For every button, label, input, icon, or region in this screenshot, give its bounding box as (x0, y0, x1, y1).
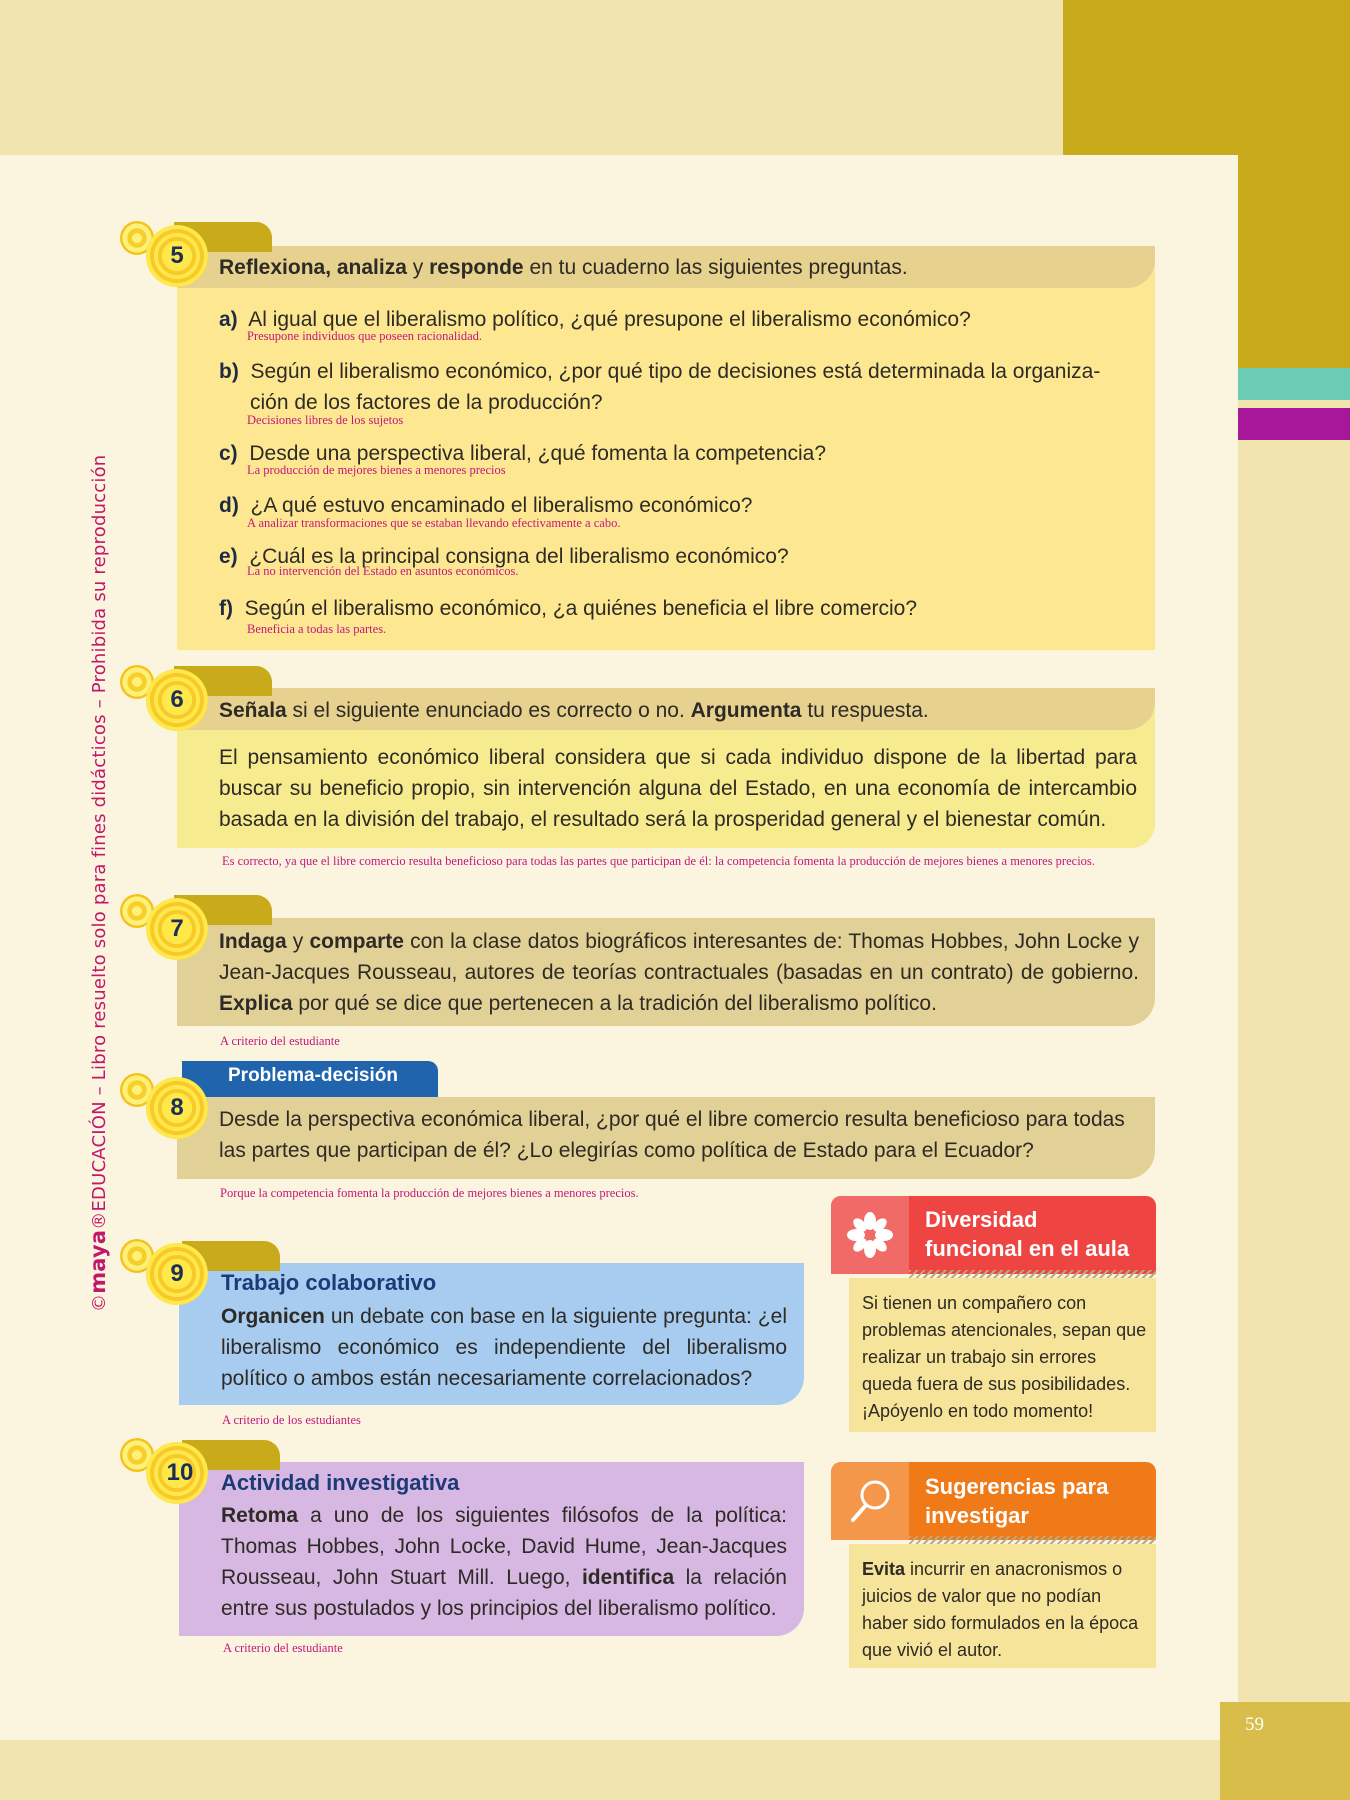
q5-answer-d: A analizar transformaciones que se estaban llevando efectivamente a cabo. (247, 516, 621, 530)
item-question: Desde una perspectiva liberal, ¿qué fomenta la competencia? (249, 442, 827, 465)
q6-statement: El pensamiento económico liberal considera que si cada individuo dispone de la libertad para buscar su beneficio propio, sin intervención alguna del Estado, en una economía de intercambio basada en la división del trabajo, el resultado será la prosperidad general y el bienestar común. (219, 746, 1137, 831)
copyright-symbol: © (89, 1293, 110, 1312)
q7-verb1: Indaga (219, 930, 287, 953)
research-hatch (909, 1536, 1156, 1544)
q9-text (221, 1301, 787, 1394)
q8-number: 8 (170, 1094, 184, 1121)
diversity-hatch (909, 1270, 1156, 1278)
item-letter: c) (219, 442, 238, 465)
research-title-line2: investigar (925, 1503, 1029, 1528)
q5-heading-verb2: responde (429, 256, 524, 279)
q5-answer-a: Presupone individuos que poseen racionalidad. (247, 329, 483, 343)
q9-text1: un debate con base en la siguiente pregunta: ¿el liberalismo económico es independiente del liberalismo político o ambos están necesariamente correlacionados? (221, 1305, 787, 1390)
q6-heading-text1: si el siguiente enunciado es correcto o no. (286, 699, 691, 722)
diversity-title-line2: funcional en el aula (925, 1236, 1130, 1261)
q6-number: 6 (170, 686, 184, 713)
item-letter: b) (219, 360, 239, 383)
brand-name: maya (86, 1229, 110, 1294)
research-text-rest: incurrir en anacronismos o juicios de valor que no podían haber sido formulados en la época que vivió el autor. (862, 1559, 1139, 1660)
q5-heading-verb1: Reflexiona, analiza (219, 256, 407, 279)
item-question: ¿A qué estuvo encaminado el liberalismo económico? (250, 494, 753, 517)
q10-verb2: identifica (581, 1566, 675, 1589)
research-title-line1: Sugerencias para (925, 1474, 1109, 1499)
item-question: Según el liberalismo económico, ¿por qué tipo de decisiones está determinada la organiza- (250, 360, 1101, 383)
item-letter: f) (219, 597, 233, 620)
item-letter: d) (219, 494, 239, 517)
q9-number: 9 (170, 1260, 184, 1287)
q5-answer-f: Beneficia a todas las partes. (247, 622, 387, 636)
q5-answer-b: Decisiones libres de los sujetos (247, 413, 404, 427)
q5-heading (219, 256, 908, 280)
q10-answer: A criterio del estudiante (223, 1641, 343, 1655)
research-title (925, 1472, 1108, 1530)
right-margin-band (1238, 440, 1350, 1800)
q8-tag-label: Problema-decisión (228, 1065, 398, 1086)
q5-item-f (219, 593, 917, 624)
q5-heading-text2: en tu cuaderno las siguientes preguntas. (523, 256, 908, 279)
item-question: Según el liberalismo económico, ¿a quiénes beneficia el libre comercio? (244, 597, 918, 620)
q5-heading-text1: y (406, 256, 430, 279)
q7-text (219, 926, 1139, 1019)
research-verb: Evita (862, 1559, 906, 1579)
q7-text3: por qué se dice que pertenecen a la tradición del liberalismo político. (292, 992, 937, 1015)
q5-item-b-line2: ción de los factores de la producción? (250, 391, 603, 414)
item-question: Al igual que el liberalismo político, ¿qué presupone el liberalismo económico? (248, 308, 971, 331)
q7-verb2: comparte (309, 930, 404, 953)
q8-text: Desde la perspectiva económica liberal, ¿por qué el libre comercio resulta beneficioso para todas las partes que participan de él? ¿Lo elegirías como política de Estado para el Ecuador? (219, 1108, 1125, 1162)
q5-answer-e: La no intervención del Estado en asuntos económicos. (247, 564, 519, 578)
q7-number: 7 (170, 915, 184, 942)
copyright-text: ®EDUCACIÓN – Libro resuelto solo para fines didácticos – Prohibida su reproducción (89, 454, 110, 1230)
magenta-strip (1238, 408, 1350, 440)
q6-heading-verb2: Argumenta (690, 699, 802, 722)
q9-answer: A criterio de los estudiantes (222, 1413, 361, 1427)
copyright-notice (86, 455, 110, 1312)
diversity-title-line1: Diversidad (925, 1207, 1038, 1232)
research-text (862, 1556, 1142, 1664)
page-number-box (1220, 1702, 1350, 1800)
diversity-title (925, 1205, 1129, 1263)
q7-text1: y (286, 930, 310, 953)
diversity-text: Si tienen un compañero con problemas atencionales, sepan que realizar un trabajo sin errores queda fuera de sus posibilidades. ¡Apóyenlo en todo momento! (862, 1293, 1147, 1421)
q6-heading-text2: tu respuesta. (801, 699, 929, 722)
teal-strip (1238, 368, 1350, 400)
q10-verb1: Retoma (221, 1504, 299, 1527)
q7-verb3: Explica (219, 992, 293, 1015)
item-letter: a) (219, 308, 238, 331)
q6-heading (219, 699, 929, 723)
q5-item-b (219, 356, 1100, 387)
asterisk-flower-icon (845, 1210, 895, 1260)
q10-number: 10 (166, 1459, 194, 1486)
q9-verb1: Organicen (221, 1305, 325, 1328)
q9-title: Trabajo colaborativo (221, 1270, 437, 1295)
q10-text (221, 1500, 787, 1624)
q6-heading-verb1: Señala (219, 699, 287, 722)
bottom-band (0, 1740, 1350, 1800)
q5-answer-c: La producción de mejores bienes a menores precios (247, 463, 506, 477)
page-number: 59 (1245, 1714, 1264, 1735)
item-letter: e) (219, 545, 238, 568)
item-question: ¿Cuál es la principal consigna del liberalismo económico? (249, 545, 789, 568)
q8-answer: Porque la competencia fomenta la producción de mejores bienes a menores precios. (220, 1186, 639, 1200)
magnifier-icon (845, 1476, 895, 1526)
q10-title: Actividad investigativa (221, 1470, 460, 1495)
q6-answer: Es correcto, ya que el libre comercio resulta beneficioso para todas las partes que participan de él: la competencia fomenta la producción de mejores bienes a menores precios. (222, 854, 1095, 868)
q10-text1: a uno de los siguientes filósofos de la política: Thomas Hobbes, John Locke, David Hume, Jean-Jacques Rousseau, John Stuart Mill. Luego, (221, 1504, 787, 1589)
q10-text2: la relación entre sus postulados y los principios del liberalismo político. (221, 1566, 787, 1620)
q7-answer: A criterio del estudiante (220, 1034, 340, 1048)
q7-text2: con la clase datos biográficos interesantes de: Thomas Hobbes, John Locke y Jean-Jacques Rousseau, autores de teorías contractuales (basadas en un contrato) de gobierno. (219, 930, 1139, 984)
q5-number: 5 (170, 242, 184, 269)
